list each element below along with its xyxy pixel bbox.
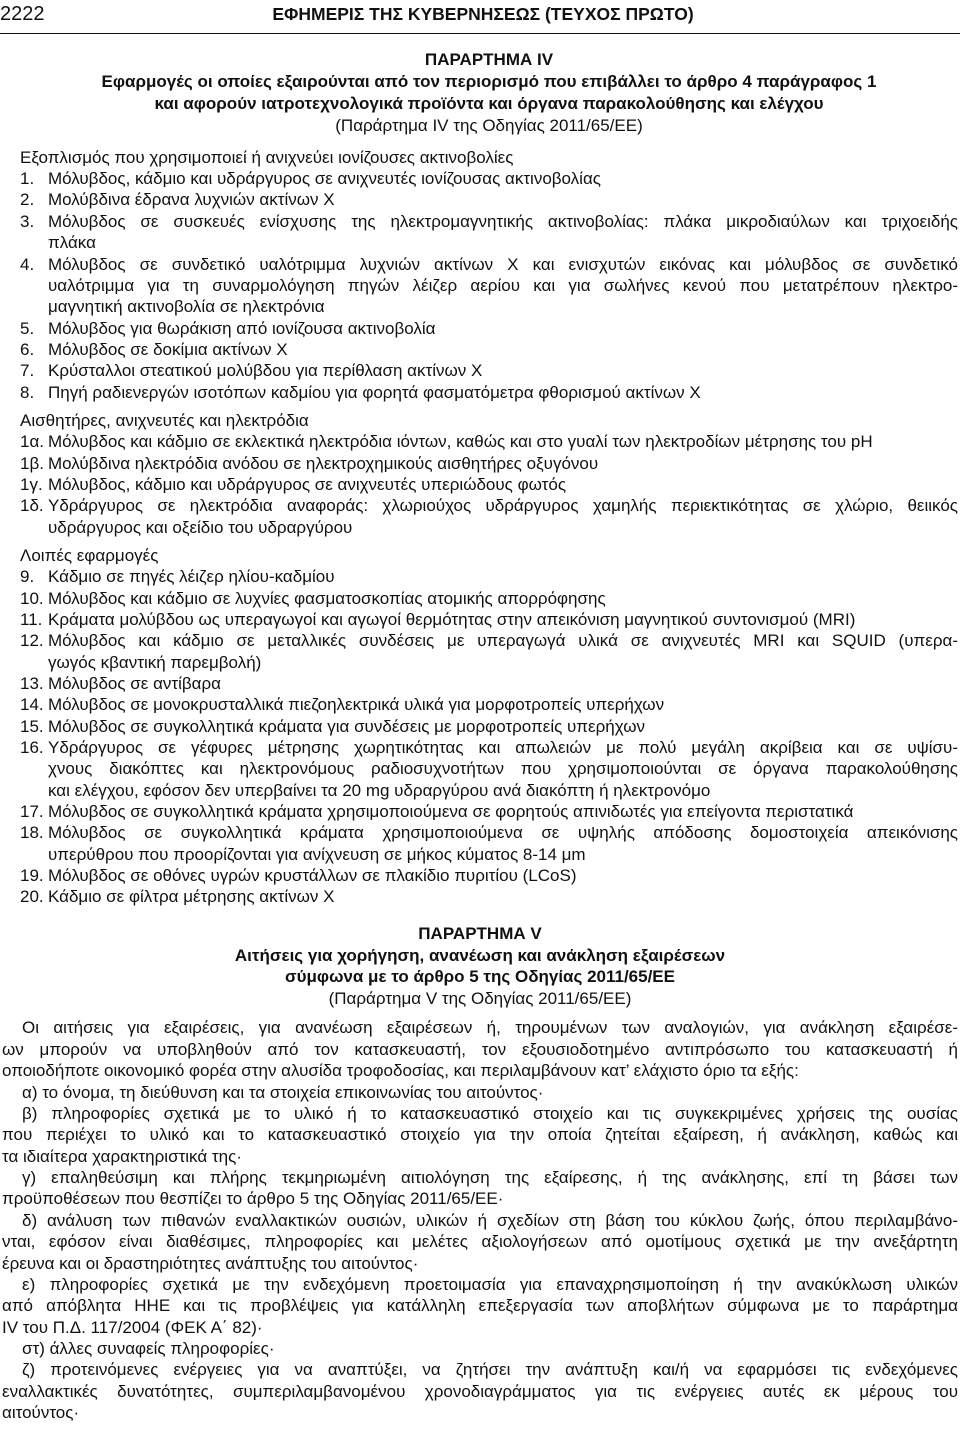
item-text: Μόλυβδος σε αντίβαρα [48, 674, 222, 694]
item-text: Μολύβδινα έδρανα λυχνιών ακτίνων Χ [48, 190, 335, 210]
item-number: 11. [20, 610, 43, 630]
item-number: 1δ. [20, 496, 44, 516]
annex-v-body [0, 1017, 958, 1423]
section-title: Αισθητήρες, ανιχνευτές και ηλεκτρόδια [20, 410, 309, 430]
page-header [0, 0, 960, 34]
item-9-line-1 [0, 566, 958, 587]
item-text: Μόλυβδος σε συσκευές ενίσχυσης της ηλεκτρομαγνητικής ακτινοβολίας: πλάκα μικροδιαύλων και τριχοειδής [48, 211, 958, 231]
paragraph-c-line-2: προϋποθέσεων που θεσπίζει το άρθρο 5 της Οδηγίας 2011/65/ΕΕ· [2, 1189, 504, 1209]
item-15-line-1 [0, 716, 958, 737]
paragraph-b-line-1: β) πληροφορίες σχετικά με το υλικό ή το κατασκευαστικό στοιχείο και τις συγκεκριμένες χρήσεις της ουσίας [22, 1103, 958, 1123]
item-10-line-1 [0, 588, 958, 609]
item-text: Μόλυβδος σε οθόνες υγρών κρυστάλλων σε πλακίδιο πυριτίου (LCoS) [48, 866, 577, 886]
paragraph-z-line-2: εναλλακτικές δυνατότητες, συμπεριλαμβανομένου χρονοδιαγράμματος για τις ενέργειες αυτές εκ μέρους του [2, 1381, 958, 1401]
item-number: 18. [20, 823, 44, 843]
paragraph-e-line-3: IV του Π.Δ. 117/2004 (ΦΕΚ Α΄ 82)· [2, 1317, 263, 1337]
item-number: 1β. [20, 453, 44, 473]
section-equipment [0, 147, 958, 403]
item-number: 17. [20, 802, 44, 822]
paragraph-st [0, 1338, 958, 1359]
list-item [0, 453, 958, 474]
section-title: Λοιπές εφαρμογές [20, 545, 159, 565]
item-number: 19. [20, 866, 44, 886]
list-item [0, 474, 958, 495]
item-text: Μόλυβδος, κάδμιο και υδράργυρος σε ανιχνευτές υπεριώδους φωτός [48, 474, 567, 494]
paragraph-b-line-2: που περιέχει το υλικό και το κατασκευαστικό στοιχείο για την οποία ζητείται εξαίρεση, ή ανάκληση, καθώς και [2, 1125, 958, 1145]
item-1b-line-1 [0, 453, 958, 474]
item-text: Μόλυβδος σε μονοκρυσταλλικά πιεζοηλεκτρικά υλικά για μορφοτροπείς υπερήχων [48, 695, 665, 715]
paragraph-d-line-1: δ) ανάλυση των πιθανών εναλλακτικών ουσιών, υλικών ή σχεδίων στη βάση του κύκλου ζωής, όπου περιλαμβάνο- [22, 1210, 958, 1230]
item-number: 5. [20, 318, 35, 338]
item-number: 7. [20, 361, 35, 381]
paragraph-a-line-1: α) το όνομα, τη διεύθυνση και τα στοιχεία επικοινωνίας του αιτούντος· [22, 1082, 544, 1102]
item-16-line-2: χνους διακόπτες και ηλεκτρονόμους ραδιοσυχνοτήτων που χρησιμοποιούνται σε όργανα παρακολούθησης [48, 759, 958, 779]
paragraph-st-line-1: στ) άλλες συναφείς πληροφορίες· [22, 1339, 275, 1359]
paragraph-d-line-3: έρευνα και οι δραστηριότητες ανάπτυξης του αιτούντος· [2, 1253, 419, 1273]
paragraph-e [0, 1274, 958, 1338]
item-number: 16. [20, 738, 44, 758]
list-item [0, 339, 958, 360]
item-number: 8. [20, 382, 35, 402]
item-11-line-1 [0, 609, 958, 630]
item-8-line-1 [0, 382, 958, 403]
item-number: 14. [20, 695, 44, 715]
list-item [0, 431, 958, 452]
paragraph-intro [0, 1017, 958, 1081]
annex-iv-heading: ΠΑΡΑΡΤΗΜΑ IV [424, 50, 554, 69]
annex-iv-title-line-1: Εφαρμογές οι οποίες εξαιρούνται από τον περιορισμό που επιβάλλει το άρθρο 4 παράγραφος 1 [101, 72, 877, 91]
item-1d-line-1 [0, 495, 958, 516]
item-20-line-1 [0, 886, 958, 907]
list-item [0, 189, 958, 210]
item-number: 1. [20, 169, 35, 189]
item-1a-line-1 [0, 431, 958, 452]
list-item [0, 694, 958, 715]
item-text: Μόλυβδος και κάδμιο σε λυχνίες φασματοσκοπίας ατομικής απορρόφησης [48, 588, 606, 608]
list-item [0, 588, 958, 609]
item-14-line-1 [0, 694, 958, 715]
annex-iv-reference: (Παράρτημα IV της Οδηγίας 2011/65/ΕΕ) [335, 116, 643, 135]
item-text: Μόλυβδος σε συνδετικό υαλότριμμα λυχνιών ακτίνων Χ και ενισχυτών εικόνας και μόλυβδος σε συνδετικό [48, 254, 958, 274]
item-13-line-1 [0, 673, 958, 694]
section-title: Εξοπλισμός που χρησιμοποιεί ή ανιχνεύει ιονίζουσες ακτινοβολίες [20, 147, 514, 167]
item-number: 20. [20, 887, 44, 907]
annex-iv-title-block [0, 49, 958, 137]
item-19-line-1 [0, 865, 958, 886]
item-12-line-2: γωγός κβαντική παρεμβολή) [48, 652, 262, 672]
item-text: Υδράργυρος σε γέφυρες μέτρησης χωρητικότητας και απωλειών με πολύ μεγάλη ακρίβεια και σε υψίσυ- [48, 738, 958, 758]
paragraph-z-line-3: αιτούντος· [2, 1403, 80, 1423]
annex-v-title-line-2: σύμφωνα με το άρθρο 5 της Οδηγίας 2011/65/ΕΕ [284, 967, 675, 987]
item-4-line-1 [0, 254, 958, 275]
list-item [0, 737, 958, 801]
list-item [0, 673, 958, 694]
list-item [0, 822, 958, 865]
annex-iv-title-line-2: και αφορούν ιατροτεχνολογικά προϊόντα και όργανα παρακολούθησης και ελέγχου [154, 94, 824, 113]
paragraph-c [0, 1167, 958, 1210]
paragraph-a [0, 1082, 958, 1103]
page-number: 2222 [0, 3, 45, 25]
item-16-line-3: και ελέγχου, εφόσον δεν υπερβαίνει τα 20 mg υδραργύρου ανά διακόπτη ή ηλεκτρονόμο [48, 780, 711, 800]
item-number: 4. [20, 254, 35, 274]
item-number: 15. [20, 716, 44, 736]
paragraph-e-line-1: ε) πληροφορίες σχετικά με την ενδεχόμενη προετοιμασία για επαναχρησιμοποίηση ή την ανακύκλωση υλικών [22, 1274, 958, 1294]
list-item [0, 609, 958, 630]
list-item [0, 801, 958, 822]
item-6-line-1 [0, 339, 958, 360]
item-text: Κράματα μολύβδου ως υπεραγωγοί και αγωγοί θερμότητας στην απεικόνιση μαγνητικού συντονισμού (MRI) [48, 610, 856, 630]
paragraph-d [0, 1210, 958, 1274]
item-18-line-1 [0, 822, 958, 843]
item-text: Μόλυβδος σε συγκολλητικά κράματα για συνδέσεις με μορφοτροπείς υπερήχων [48, 716, 645, 736]
item-1d-line-2: υδράργυρος και οξείδιο του υδραργύρου [48, 517, 353, 537]
section-other-applications [0, 545, 958, 908]
list-item [0, 495, 958, 538]
section-sensors [0, 410, 958, 538]
item-number: 9. [20, 567, 35, 587]
item-text: Μόλυβδος για θωράκιση από ιονίζουσα ακτινοβολία [48, 318, 436, 338]
list-item [0, 382, 958, 403]
annex-v-reference: (Παράρτημα V της Οδηγίας 2011/65/ΕΕ) [328, 988, 632, 1008]
item-text: Μόλυβδος σε συγκολλητικά κράματα χρησιμοποιούμενα σε φορητούς απινιδωτές για επείγοντα περιστατικά [48, 802, 854, 822]
item-text: Κάδμιο σε φίλτρα μέτρησης ακτίνων Χ [48, 887, 335, 907]
item-number: 3. [20, 211, 35, 231]
item-16-line-1 [0, 737, 958, 758]
item-text: Κάδμιο σε πηγές λέιζερ ηλίου-καδμίου [48, 567, 335, 587]
item-4-line-3: μαγνητική ακτινοβολία σε ηλεκτρόνια [48, 297, 325, 317]
gazette-title: ΕΦΗΜΕΡΙΣ ΤΗΣ ΚΥΒΕΡΝΗΣΕΩΣ (ΤΕΥΧΟΣ ΠΡΩΤΟ) [272, 4, 694, 24]
list-item [0, 886, 958, 907]
paragraph-c-line-1: γ) επαληθεύσιμη και πλήρης τεκμηριωμένη αιτιολόγηση της εξαίρεσης, ή της ανάκλησης, επί τη βάσει των [22, 1168, 958, 1188]
item-text: Υδράργυρος σε ηλεκτρόδια αναφοράς: χλωριούχος υδράργυρος χαμηλής περιεκτικότητας σε χλώριο, θειικός [48, 496, 958, 516]
paragraph-d-line-2: νται, εφόσον είναι διαθέσιμες, πληροφορίες και μελέτες αξιολογήσεων από ομοτίμους σχετικά με την ανεξάρτητη [2, 1232, 958, 1252]
item-number: 13. [20, 674, 44, 694]
annex-v-title-block [0, 923, 958, 1009]
paragraph-z-line-1: ζ) προτεινόμενες ενέργειες για να αναπτύξει, να ζητήσει την ανάπτυξη και/ή να εφαρμόσει τις ενδεχόμενες [22, 1360, 958, 1380]
item-1-line-1 [0, 168, 958, 189]
item-7-line-1 [0, 360, 958, 381]
item-text: Μόλυβδος σε συγκολλητικά κράματα χρησιμοποιούμενα σε υψηλής απόδοσης δομοστοιχεία απεικόνισης [48, 823, 958, 843]
list-item [0, 865, 958, 886]
item-4-line-2: υαλότριμμα για τη συναρμολόγηση πηγών λέιζερ αερίου και για σωλήνες κενού που μετατρέπουν ηλεκτρο- [48, 275, 958, 295]
item-17-line-1 [0, 801, 958, 822]
item-text: Μόλυβδος και κάδμιο σε μεταλλικές συνδέσεις με υπεραγωγά υλικά σε ανιχνευτές MRI και SQUID (υπερα- [48, 631, 958, 651]
annex-v-title-line-1: Αιτήσεις για χορήγηση, ανανέωση και ανάκληση εξαιρέσεων [234, 945, 726, 965]
item-5-line-1 [0, 318, 958, 339]
paragraph-1-line-3: οποιοδήποτε οικονομικό φορέα στην αλυσίδα τροφοδοσίας, και περιλαμβάνουν κατ’ ελάχιστο όριο τα εξής: [2, 1061, 799, 1081]
item-number: 10. [20, 588, 44, 608]
item-3-line-2: πλάκα [48, 233, 96, 253]
item-number: 6. [20, 339, 35, 359]
item-1c-line-1 [0, 474, 958, 495]
item-text: Πηγή ραδιενεργών ισοτόπων καδμίου για φορητά φασματόμετρα φθορισμού ακτίνων Χ [48, 382, 701, 402]
paragraph-b [0, 1103, 958, 1167]
paragraph-b-line-3: τα ιδιαίτερα χαρακτηριστικά της· [2, 1146, 242, 1166]
list-item [0, 716, 958, 737]
item-2-line-1 [0, 189, 958, 210]
item-text: Μόλυβδος και κάδμιο σε εκλεκτικά ηλεκτρόδια ιόντων, καθώς και στο γυαλί των ηλεκτροδίων μέτρησης του pH [48, 432, 873, 452]
list-item [0, 630, 958, 673]
item-text: Μολύβδινα ηλεκτρόδια ανόδου σε ηλεκτροχημικούς αισθητήρες οξυγόνου [48, 453, 599, 473]
list-item [0, 360, 958, 381]
item-number: 2. [20, 190, 35, 210]
item-number: 12. [20, 631, 44, 651]
list-item [0, 211, 958, 254]
list-item [0, 254, 958, 318]
paragraph-1-line-2: ων μπορούν να υποβληθούν από τον κατασκευαστή, τον εξουσιοδοτημένο αντιπρόσωπο του κατασκευαστή ή [2, 1039, 958, 1059]
item-3-line-1 [0, 211, 958, 232]
item-text: Μόλυβδος σε δοκίμια ακτίνων Χ [48, 339, 288, 359]
annex-v-heading: ΠΑΡΑΡΤΗΜΑ V [418, 924, 542, 944]
item-18-line-2: υπερύθρου που προορίζονται για ανίχνευση σε μήκος κύματος 8-14 μm [48, 844, 586, 864]
list-item [0, 566, 958, 587]
item-number: 1α. [20, 432, 45, 452]
item-text: Μόλυβδος, κάδμιο και υδράργυρος σε ανιχνευτές ιονίζουσας ακτινοβολίας [48, 169, 601, 189]
list-item [0, 168, 958, 189]
item-number: 1γ. [20, 474, 43, 494]
paragraph-1-line-1: Οι αιτήσεις για εξαιρέσεις, για ανανέωση εξαιρέσεων ή, τηρουμένων των αναλογιών, για ανάκληση εξαιρέσε- [22, 1018, 958, 1038]
item-12-line-1 [0, 630, 958, 651]
item-text: Κρύσταλλοι στεατικού μολύβδου για περίθλαση ακτίνων Χ [48, 361, 483, 381]
paragraph-e-line-2: από απόβλητα ΗΗΕ και τις προβλέψεις για κατάλληλη επεξεργασία των αποβλήτων σύμφωνα με το παράρτημα [2, 1296, 958, 1316]
list-item [0, 318, 958, 339]
paragraph-z [0, 1359, 958, 1423]
